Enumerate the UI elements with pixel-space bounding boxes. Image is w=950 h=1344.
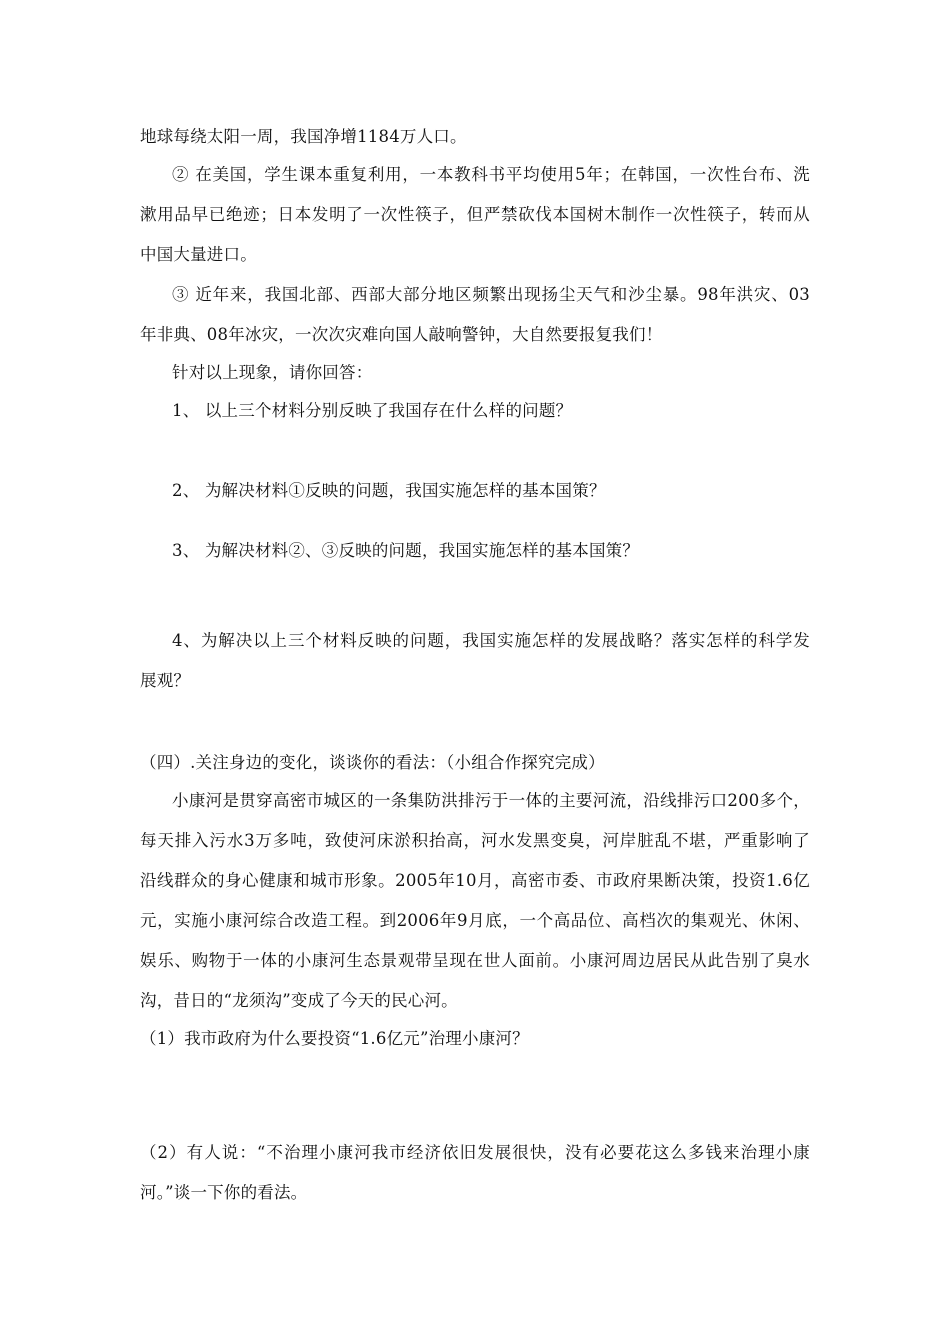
story-paragraph-line: 每天排入污水3万多吨，致使河床淤积抬高，河水发黑变臭，河岸脏乱不堪，严重影响了 [140,831,810,850]
sub-question-2-continued: 河。”谈一下你的看法。 [140,1183,308,1202]
material-3-line: ③ 近年来，我国北部、西部大部分地区频繁出现扬尘天气和沙尘暴。98年洪灾、03 [172,285,810,304]
story-paragraph-line: 沿线群众的身心健康和城市形象。2005年10月，高密市委、市政府果断决策，投资1.6亿 [140,871,810,890]
sub-question-2: （2）有人说：“不治理小康河我市经济依旧发展很快，没有必要花这么多钱来治理小康 [140,1143,810,1162]
question-4-continued: 展观？ [140,671,191,690]
story-paragraph-line: 沟，昔日的“龙须沟”变成了今天的民心河。 [140,991,458,1010]
paragraph-line: 地球每绕太阳一周，我国净增1184万人口。 [140,127,467,146]
prompt-line: 针对以上现象，请你回答： [172,363,373,382]
section-heading: （四）.关注身边的变化，谈谈你的看法：（小组合作探究完成） [140,753,605,772]
question-4: 4、为解决以上三个材料反映的问题，我国实施怎样的发展战略？落实怎样的科学发 [172,631,810,650]
question-3: 3、 为解决材料②、③反映的问题，我国实施怎样的基本国策？ [172,541,640,560]
story-paragraph-line: 娱乐、购物于一体的小康河生态景观带呈现在世人面前。小康河周边居民从此告别了臭水 [140,951,810,970]
question-2: 2、 为解决材料①反映的问题，我国实施怎样的基本国策？ [172,481,606,500]
material-2-line: ② 在美国，学生课本重复利用，一本教科书平均使用5年；在韩国，一次性台布、洗 [172,165,810,184]
question-1: 1、 以上三个材料分别反映了我国存在什么样的问题？ [172,401,573,420]
story-paragraph-line: 小康河是贯穿高密市城区的一条集防洪排污于一体的主要河流，沿线排污口200多个， [172,791,810,810]
story-paragraph-line: 元，实施小康河综合改造工程。到2006年9月底，一个高品位、高档次的集观光、休闲、 [140,911,810,930]
material-2-line: 中国大量进口。 [140,245,257,264]
material-3-line: 年非典、08年冰灾，一次次灾难向国人敲响警钟，大自然要报复我们！ [140,325,663,344]
material-2-line: 漱用品早已绝迹；日本发明了一次性筷子，但严禁砍伐本国树木制作一次性筷子，转而从 [140,205,810,224]
sub-question-1: （1）我市政府为什么要投资“1.6亿元”治理小康河？ [140,1029,529,1048]
